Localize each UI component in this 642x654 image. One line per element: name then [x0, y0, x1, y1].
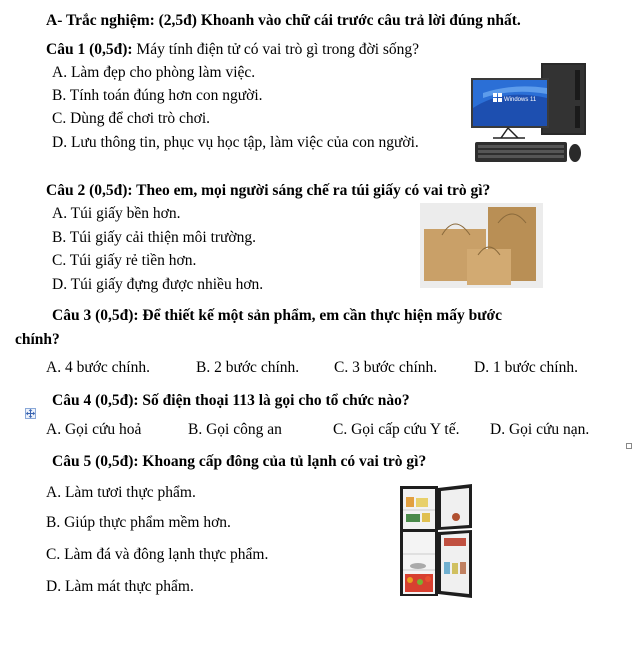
table-end-marker-icon [626, 443, 632, 449]
q1-option-d[interactable]: D. Lưu thông tin, phục vụ học tập, làm việc của con người. [52, 134, 419, 151]
q3-option-a[interactable]: A. 4 bước chính. [46, 359, 150, 376]
q3-options [0, 358, 642, 378]
question-2-text: Theo em, mọi người sáng chế ra túi giấy có vai trò gì? [132, 182, 491, 199]
question-2-label: Câu 2 (0,5đ): [46, 182, 133, 199]
windows-caption: Windows 11 [504, 97, 537, 103]
q5-option-b[interactable]: B. Giúp thực phẩm mềm hơn. [46, 514, 231, 531]
question-4 [52, 391, 410, 411]
q2-option-c[interactable]: C. Túi giấy rẻ tiền hơn. [52, 252, 197, 269]
q4-option-a[interactable]: A. Gọi cứu hoả [46, 421, 142, 438]
q2-option-d[interactable]: D. Túi giấy đựng được nhiều hơn. [52, 276, 264, 293]
desktop-computer-image [463, 58, 593, 168]
q5-option-d[interactable]: D. Làm mát thực phẩm. [46, 578, 194, 595]
q3-option-c[interactable]: C. 3 bước chính. [334, 359, 438, 376]
q4-option-d[interactable]: D. Gọi cứu nạn. [490, 421, 590, 438]
q2-option-a[interactable]: A. Túi giấy bền hơn. [52, 205, 181, 222]
paper-bags-image [420, 203, 543, 288]
q4-option-b[interactable]: B. Gọi công an [188, 421, 282, 438]
q3-option-b[interactable]: B. 2 bước chính. [196, 359, 300, 376]
q5-option-a[interactable]: A. Làm tươi thực phẩm. [46, 484, 196, 501]
question-3-label: Câu 3 (0,5đ): [52, 307, 139, 324]
q5-option-c[interactable]: C. Làm đá và đông lạnh thực phẩm. [46, 546, 269, 563]
question-1-text: Máy tính điện tử có vai trò gì trong đời sống? [132, 41, 420, 58]
q1-option-b[interactable]: B. Tính toán đúng hơn con người. [52, 87, 263, 104]
q4-options [0, 420, 642, 440]
q1-option-c[interactable]: C. Dùng để chơi trò chơi. [52, 110, 211, 127]
question-3 [52, 306, 597, 326]
section-title: A- Trắc nghiệm: (2,5đ) Khoanh vào chữ cái trước câu trả lời đúng nhất. [46, 12, 521, 29]
q2-option-b[interactable]: B. Túi giấy cải thiện môi trường. [52, 229, 257, 246]
question-4-text: Số điện thoại 113 là gọi cho tổ chức nào? [138, 392, 410, 409]
question-5-text: Khoang cấp đông của tủ lạnh có vai trò gì? [138, 453, 427, 470]
question-1 [46, 40, 419, 60]
q4-option-c[interactable]: C. Gọi cấp cứu Y tế. [333, 421, 460, 438]
question-5 [52, 452, 426, 472]
question-4-label: Câu 4 (0,5đ): [52, 392, 139, 409]
question-5-label: Câu 5 (0,5đ): [52, 453, 139, 470]
question-2 [46, 181, 490, 201]
q3-option-d[interactable]: D. 1 bước chính. [474, 359, 578, 376]
table-move-handle-icon[interactable] [25, 408, 36, 419]
question-3-text-cont: chính? [15, 331, 60, 348]
q1-option-a[interactable]: A. Làm đẹp cho phòng làm việc. [52, 64, 256, 81]
question-1-label: Câu 1 (0,5đ): [46, 41, 133, 58]
refrigerator-image [398, 482, 478, 600]
question-3-text: Để thiết kế một sản phẩm, em cần thực hiện mấy bước [138, 307, 502, 324]
